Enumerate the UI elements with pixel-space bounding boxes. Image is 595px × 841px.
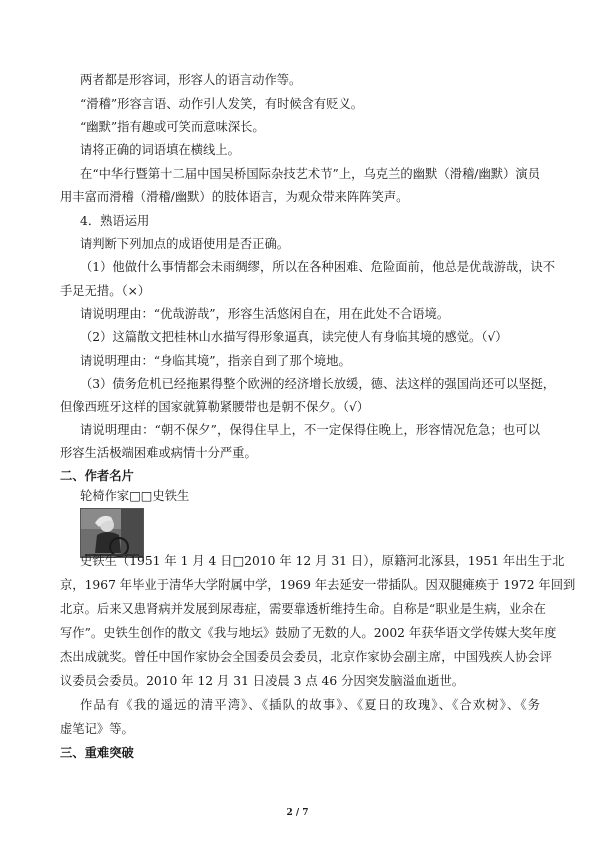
text-line: 在“中华行暨第十二届中国吴桥国际杂技艺术节”上，乌克兰的幽默（滑稽/幽默）演员 xyxy=(80,167,540,181)
text-line: （3）债务危机已经拖累得整个欧洲的经济增长放缓，德、法这样的强国尚还可以坚挺， xyxy=(80,377,556,391)
text-line: 两者都是形容词，形容人的语言动作等。 xyxy=(80,73,302,87)
text-line: 杰出成就奖。曾任中国作家协会全国委员会委员，北京作家协会副主席，中国残疾人协会评 xyxy=(60,650,552,664)
section-heading-difficulty: 三、重难突破 xyxy=(60,746,134,760)
text-line: 北京。后来又患肾病并发展到尿毒症，需要靠透析维持生命。自称是“职业是生病，业余在 xyxy=(60,602,546,616)
page-number: 2 / 7 xyxy=(286,808,309,818)
section-heading-author: 二、作者名片 xyxy=(60,469,134,483)
text-line: 但像西班牙这样的国家就算勒紧腰带也是朝不保夕。（√） xyxy=(60,400,370,414)
text-line: 形容生活极端困难或病情十分严重。 xyxy=(60,446,257,460)
text-line: （2）这篇散文把桂林山水描写得形象逼真，读完使人有身临其境的感觉。（√） xyxy=(80,330,508,344)
text-line: 手足无措。（×） xyxy=(60,284,151,298)
text-line: 请说明理由：“朝不保夕”，保得住早上，不一定保得住晚上，形容情况危急；也可以 xyxy=(80,423,540,437)
text-line: 虚笔记》等。 xyxy=(60,722,134,736)
text-line: 请将正确的词语填在横线上。 xyxy=(80,143,240,157)
text-line: 用丰富而滑稽（滑稽/幽默）的肢体语言，为观众带来阵阵笑声。 xyxy=(60,190,409,204)
text-line: 写作”。史铁生创作的散文《我与地坛》鼓励了无数的人。2002 年获华语文学传媒大奖年度 xyxy=(60,626,557,640)
text-line: 议委员会委员。2010 年 12 月 31 日凌晨 3 点 46 分因突发脑溢血逝世。 xyxy=(60,674,465,688)
text-line: 4．熟语运用 xyxy=(80,214,150,228)
text-line: 请说明理由：“身临其境”，指亲自到了那个境地。 xyxy=(80,354,351,368)
text-line: “幽默”指有趣或可笑而意味深长。 xyxy=(80,120,265,134)
text-line: 轮椅作家□□史铁生 xyxy=(80,489,190,503)
text-line: 史铁生（1951 年 1 月 4 日□2010 年 12 月 31 日），原籍河北涿县，1951 年出生于北 xyxy=(80,554,565,568)
portrait-image xyxy=(81,509,143,557)
text-line: 请判断下列加点的成语使用是否正确。 xyxy=(80,237,290,251)
text-line: 作品有《我的遥远的清平湾》、《插队的故事》、《夏日的玫瑰》、《合欢树》、《务 xyxy=(80,698,540,712)
text-line: 请说明理由：“优哉游哉”，形容生活悠闲自在，用在此处不合语境。 xyxy=(80,307,450,321)
author-photo xyxy=(80,508,144,558)
text-line: （1）他做什么事情都会未雨绸缪，所以在各种困难、危险面前，他总是优哉游哉，诀不 xyxy=(80,260,556,274)
text-line: “滑稽”形容言语、动作引人发笑，有时候含有贬义。 xyxy=(80,97,364,111)
text-line: 京，1967 年毕业于清华大学附属中学，1969 年去延安一带插队。因双腿瘫痪于 1972 年回到 xyxy=(60,578,576,592)
